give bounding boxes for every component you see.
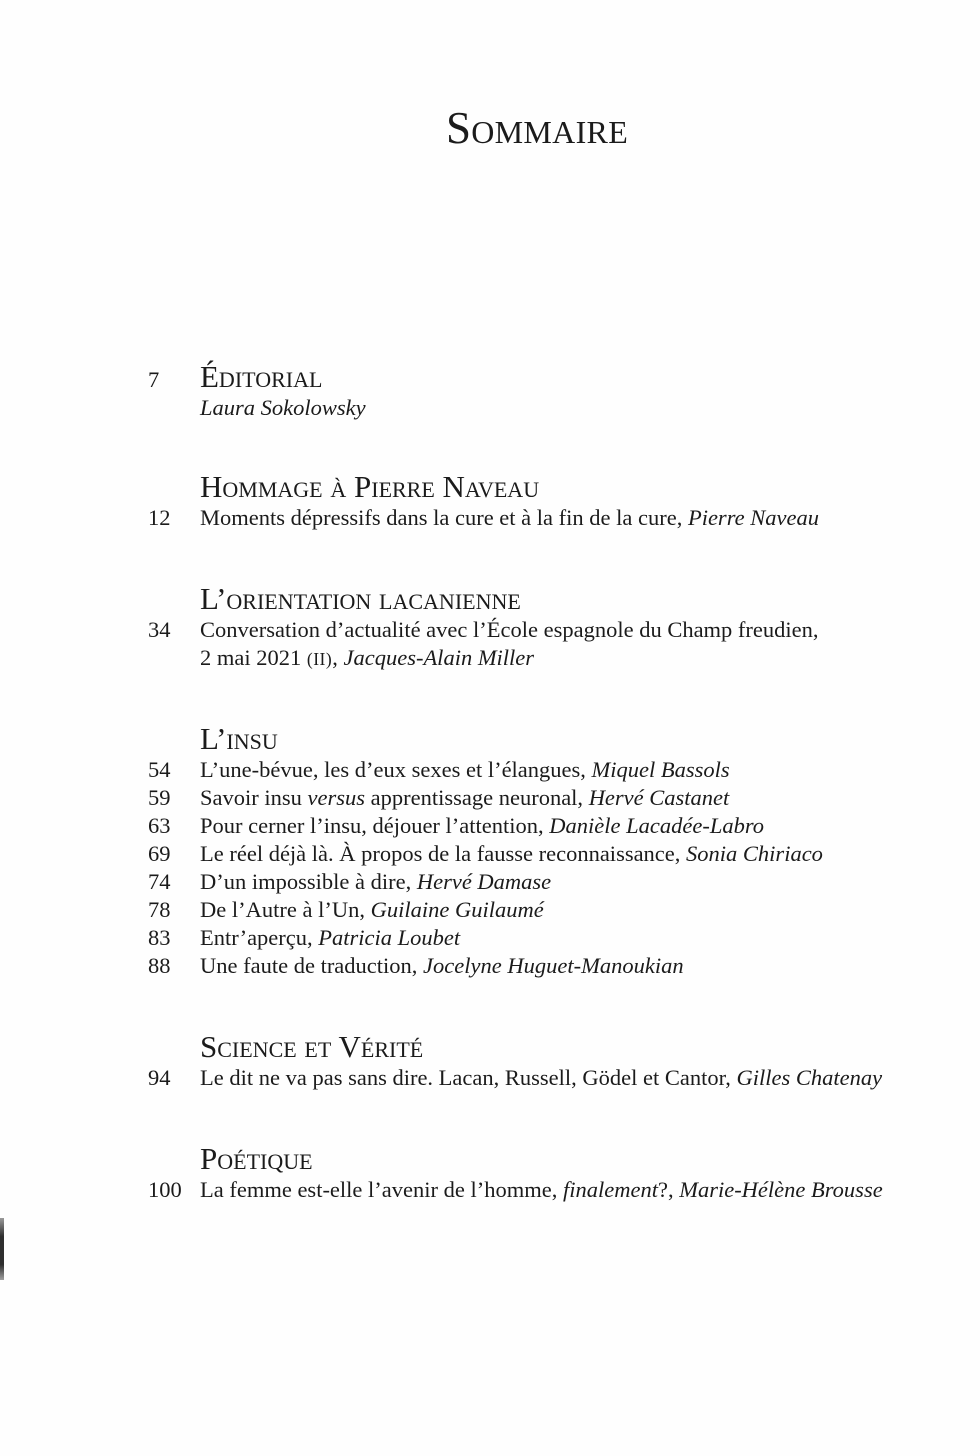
entry-title-end: , (332, 645, 338, 670)
entry-text (200, 952, 684, 980)
section-heading-row (148, 1029, 948, 1064)
entry-title: La femme est-elle l’avenir de l’homme, (200, 1177, 558, 1202)
entry-title: L’une-bévue, les d’eux sexes et l’élangues, (200, 757, 586, 782)
entry-text (200, 1176, 883, 1204)
entry-title: Le réel déjà là. À propos de la fausse reconnaissance, (200, 841, 681, 866)
entry-volume: (II) (306, 649, 333, 669)
section-heading: Poétique (200, 1141, 313, 1176)
entry-text (200, 896, 544, 924)
entry-author: Gilles Chatenay (736, 1065, 883, 1090)
entry-title-emphasis: finalement (562, 1177, 658, 1202)
entry-text (200, 756, 730, 784)
entry-text (200, 868, 551, 896)
page-number: 78 (148, 897, 171, 922)
toc-entry (148, 504, 948, 532)
toc-entry (148, 394, 948, 422)
entry-author: Hervé Damase (416, 869, 552, 894)
toc-entry (148, 756, 948, 784)
toc-entry (148, 952, 948, 980)
page-number: 83 (148, 925, 171, 950)
entry-title: Pour cerner l’insu, déjouer l’attention, (200, 813, 544, 838)
toc-entry (148, 616, 948, 673)
section-heading: L’insu (200, 721, 278, 756)
entry-title: Entr’aperçu, (200, 925, 313, 950)
entry-text (200, 1064, 882, 1092)
entry-title: Moments dépressifs dans la cure et à la fin de la cure, (200, 505, 683, 530)
entry-author: Jocelyne Huguet-Manoukian (423, 953, 684, 978)
entry-text (200, 784, 729, 812)
entry-title-end: ?, (657, 1177, 674, 1202)
entry-title: Le dit ne va pas sans dire. Lacan, Russell, Gödel et Cantor, (200, 1065, 731, 1090)
entry-title: D’un impossible à dire, (200, 869, 412, 894)
toc-section-science (148, 1029, 948, 1092)
entry-title-emphasis: versus (307, 785, 366, 810)
section-heading-row (148, 359, 948, 394)
entry-text (200, 504, 819, 532)
page-number: 63 (148, 813, 171, 838)
entry-text (200, 924, 460, 952)
toc-entry (148, 924, 948, 952)
entry-author: Laura Sokolowsky (200, 395, 366, 420)
entry-text (200, 840, 823, 868)
entry-title: Conversation d’actualité avec l’École espagnole du Champ freudien, (200, 617, 819, 642)
toc-entry (148, 812, 948, 840)
toc-section-poetique (148, 1141, 948, 1204)
entry-author: Patricia Loubet (318, 925, 461, 950)
page-number: 7 (148, 367, 160, 392)
entry-title: Une faute de traduction, (200, 953, 418, 978)
section-heading-row (148, 721, 948, 756)
page-number: 12 (148, 505, 171, 530)
entry-author: Pierre Naveau (687, 505, 819, 530)
entry-author: Sonia Chiriaco (686, 841, 823, 866)
entry-title-line2: 2 mai 2021 (200, 645, 302, 670)
entry-text (200, 616, 819, 673)
entry-author: Miquel Bassols (591, 757, 730, 782)
entry-author: Hervé Castanet (588, 785, 730, 810)
entry-title-end: apprentissage neuronal, (370, 785, 584, 810)
entry-author: Guilaine Guilaumé (370, 897, 544, 922)
page-number: 34 (148, 617, 171, 642)
entry-author: Marie-Hélène Brousse (679, 1177, 883, 1202)
section-heading: Science et Vérité (200, 1029, 424, 1064)
page-number: 59 (148, 785, 171, 810)
entry-author: Danièle Lacadée-Labro (549, 813, 765, 838)
toc-entry (148, 896, 948, 924)
page-number: 88 (148, 953, 171, 978)
toc-entry (148, 1064, 948, 1092)
page-title: Sommaire (445, 103, 629, 153)
entry-title: De l’Autre à l’Un, (200, 897, 365, 922)
page-number: 54 (148, 757, 171, 782)
entry-author: Jacques-Alain Miller (343, 645, 535, 670)
section-heading-row (148, 1141, 948, 1176)
page-number: 69 (148, 841, 171, 866)
page-number: 100 (148, 1177, 182, 1202)
toc-entry (148, 784, 948, 812)
toc-section-hommage (148, 469, 948, 532)
section-heading-row (148, 469, 948, 504)
section-heading: Hommage à Pierre Naveau (200, 469, 540, 504)
section-heading: Éditorial (200, 359, 323, 394)
toc-section-insu (148, 721, 948, 980)
toc-entry (148, 868, 948, 896)
scan-edge-mark (0, 1218, 4, 1280)
page-number: 74 (148, 869, 171, 894)
toc-section-editorial (148, 359, 948, 422)
entry-text (200, 812, 764, 840)
section-heading: L’orientation lacanienne (200, 581, 521, 616)
page-number: 94 (148, 1065, 171, 1090)
entry-title: Savoir insu (200, 785, 302, 810)
toc-section-orientation (148, 581, 948, 673)
toc-entry (148, 1176, 948, 1204)
toc-entry (148, 840, 948, 868)
section-heading-row (148, 581, 948, 616)
